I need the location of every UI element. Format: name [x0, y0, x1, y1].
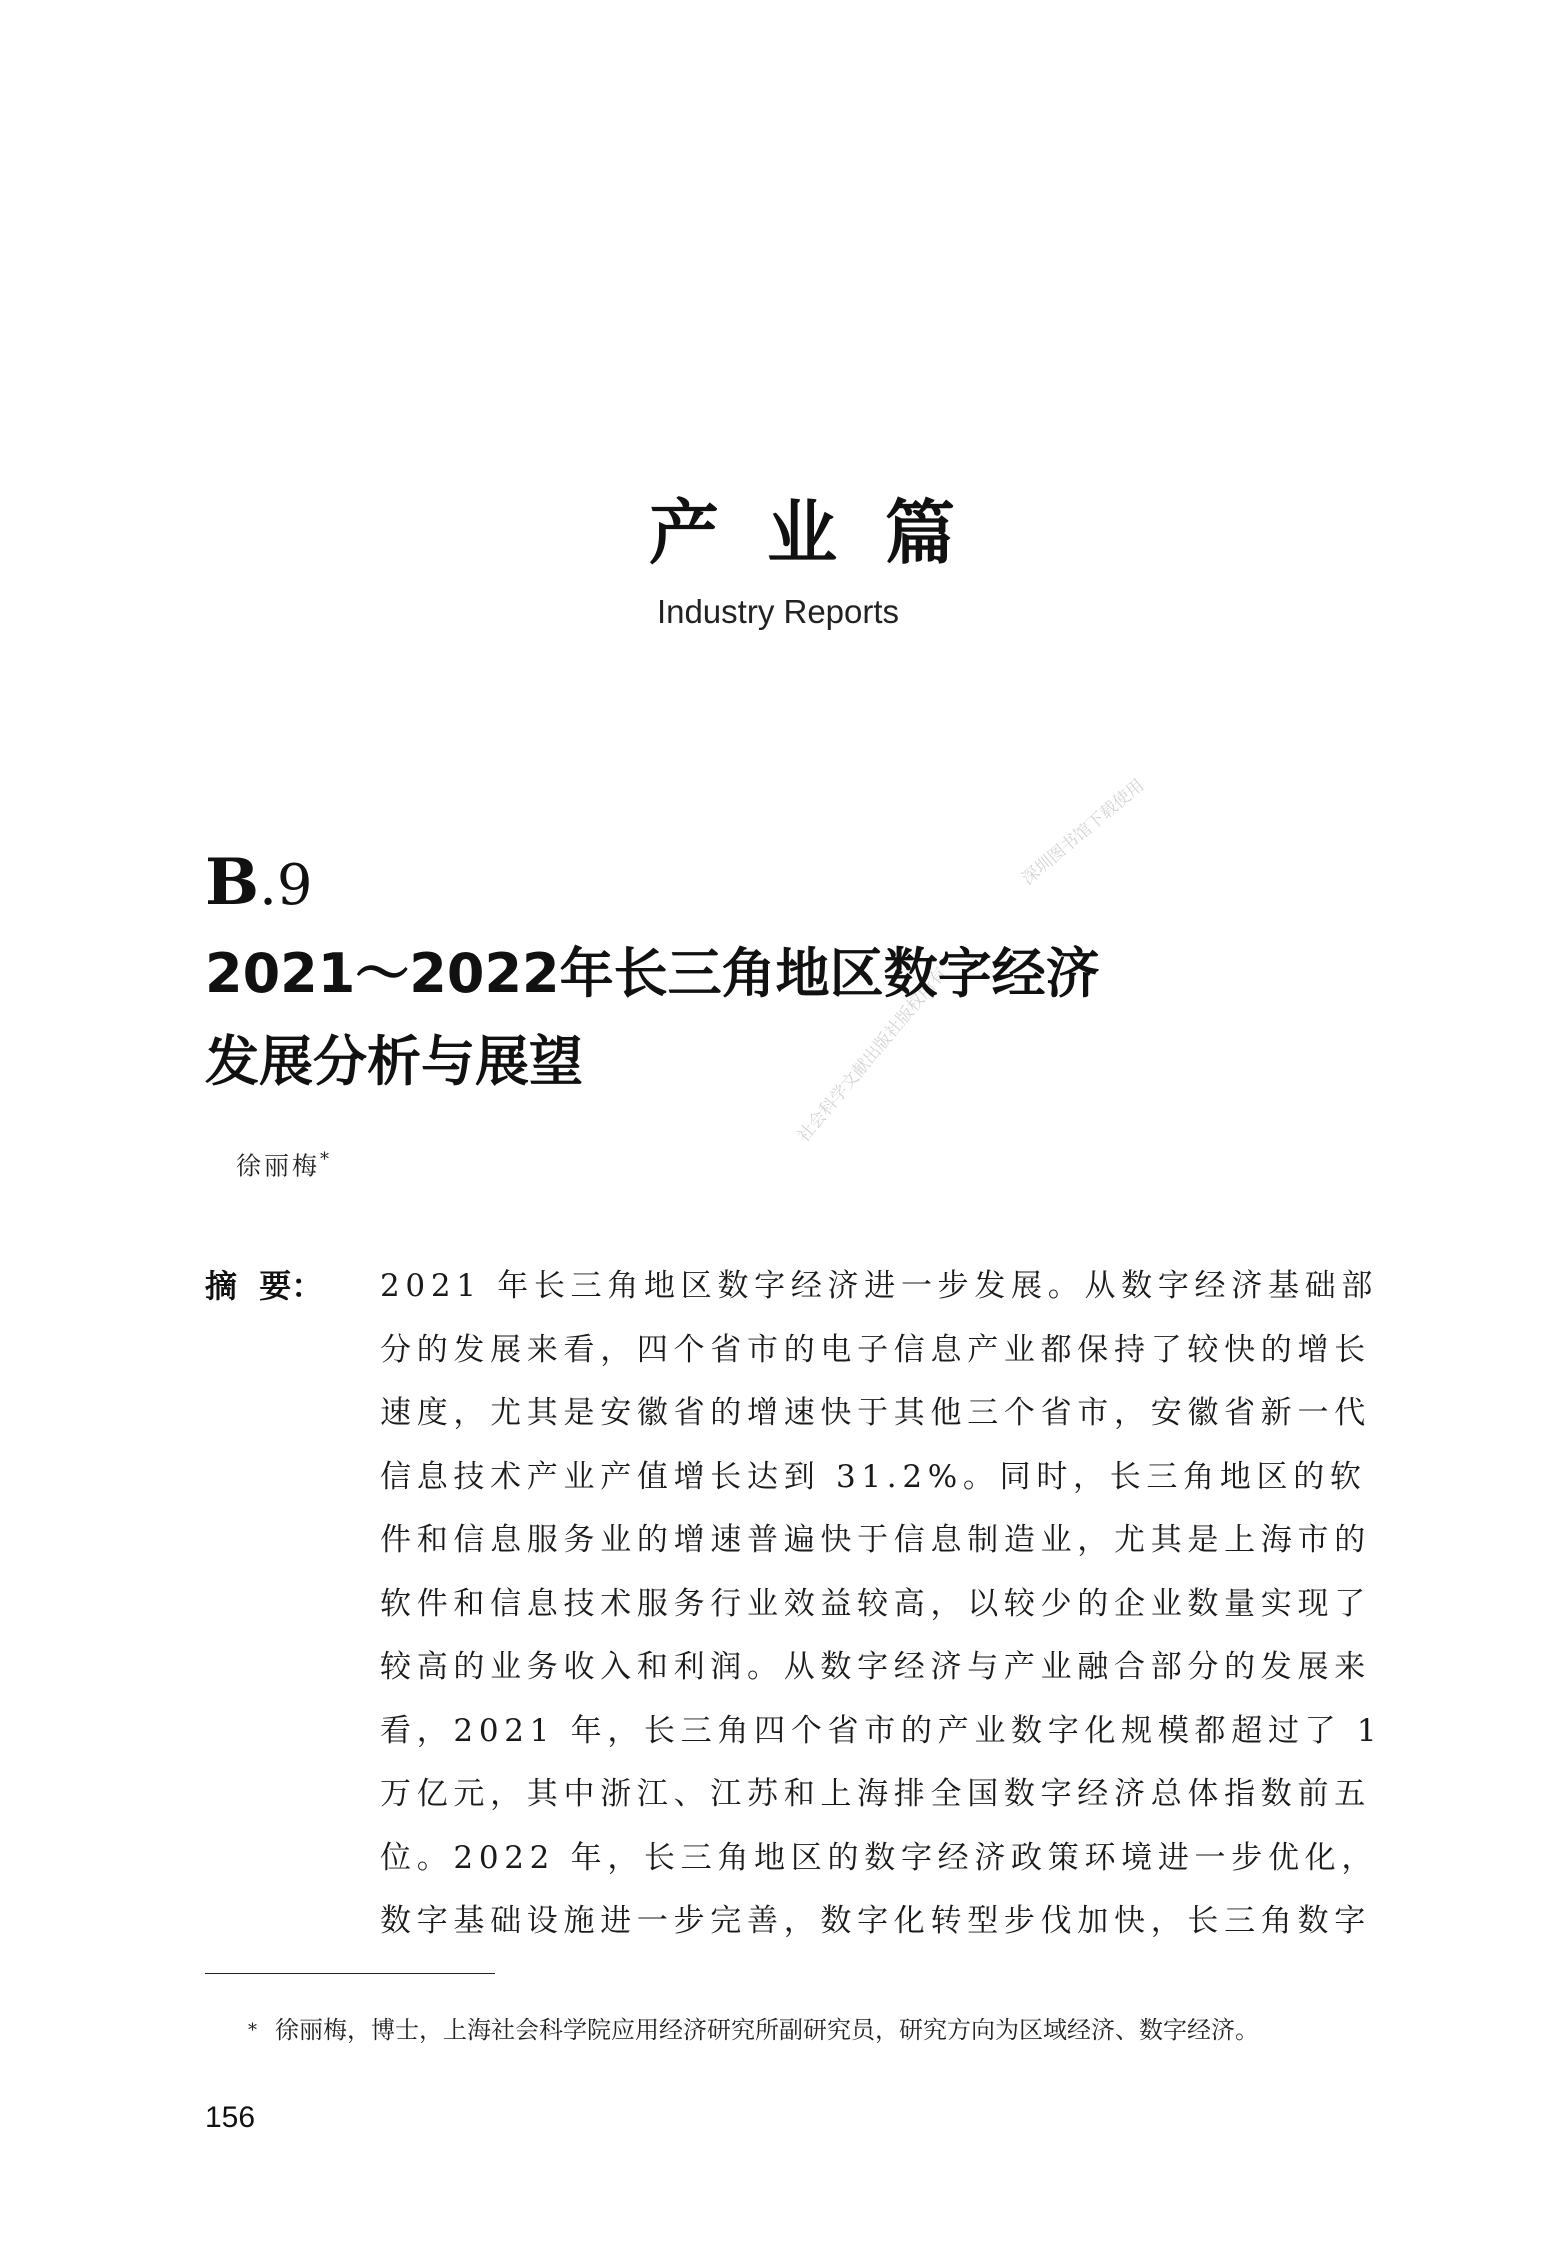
abstract-line: 软件和信息技术服务行业效益较高，以较少的企业数量实现了 [380, 1585, 1371, 1622]
abstract-line: 分的发展来看，四个省市的电子信息产业都保持了较快的增长 [380, 1331, 1371, 1368]
abstract-label: 摘 要： [205, 1267, 324, 1305]
author-name: 徐丽梅 [236, 1151, 321, 1181]
chapter-label [205, 845, 313, 934]
abstract-line: 位。2022 年，长三角地区的数字经济政策环境进一步优化， [380, 1839, 1379, 1876]
footnote-divider [205, 1973, 495, 1974]
abstract-line: 件和信息服务业的增速普遍快于信息制造业，尤其是上海市的 [380, 1522, 1371, 1558]
chapter-title-line-2: 发展分析与展望 [205, 1030, 583, 1093]
abstract-line: 数字基础设施进一步完善，数字化转型步伐加快，长三角数字 [380, 1903, 1371, 1939]
abstract-line: 2021 年长三角地区数字经济进一步发展。从数字经济基础部 [380, 1268, 1379, 1304]
chapter-label-number: .9 [259, 853, 313, 918]
chapter-title [205, 930, 1205, 1106]
abstract-line: 万亿元，其中浙江、江苏和上海排全国数字经济总体指数前五 [380, 1776, 1371, 1812]
chapter-label-letter: B [205, 845, 260, 920]
watermark-line-1: 社会科学文献出版社版权所有 [793, 963, 952, 1147]
abstract-line: 信息技术产业产值增长达到 31.2%。同时，长三角地区的软 [380, 1458, 1367, 1495]
author-footnote-mark: * [320, 1149, 330, 1170]
footnote [248, 2013, 1259, 2048]
abstract-body [380, 1258, 1383, 1957]
footnote-text: 徐丽梅，博士，上海社会科学院应用经济研究所副研究员，研究方向为区域经济、数字经济。 [275, 2016, 1259, 2044]
watermark-line-2: 深圳图书馆下载使用 [1018, 775, 1149, 890]
footnote-mark: * [248, 2020, 257, 2041]
abstract-line: 看，2021 年，长三角四个省市的产业数字化规模都超过了 1 [380, 1712, 1383, 1749]
page-number: 156 [205, 2101, 256, 2134]
abstract-line: 较高的业务收入和利润。从数字经济与产业融合部分的发展来 [380, 1649, 1371, 1685]
chapter-title-line-1: 2021～2022年长三角地区数字经济 [205, 942, 1100, 1005]
section-subtitle: Industry Reports [656, 593, 900, 630]
author [236, 1140, 329, 1186]
section-title: 产业篇 [649, 491, 1003, 574]
abstract-line: 速度，尤其是安徽省的增速快于其他三个省市，安徽省新一代 [380, 1395, 1371, 1431]
